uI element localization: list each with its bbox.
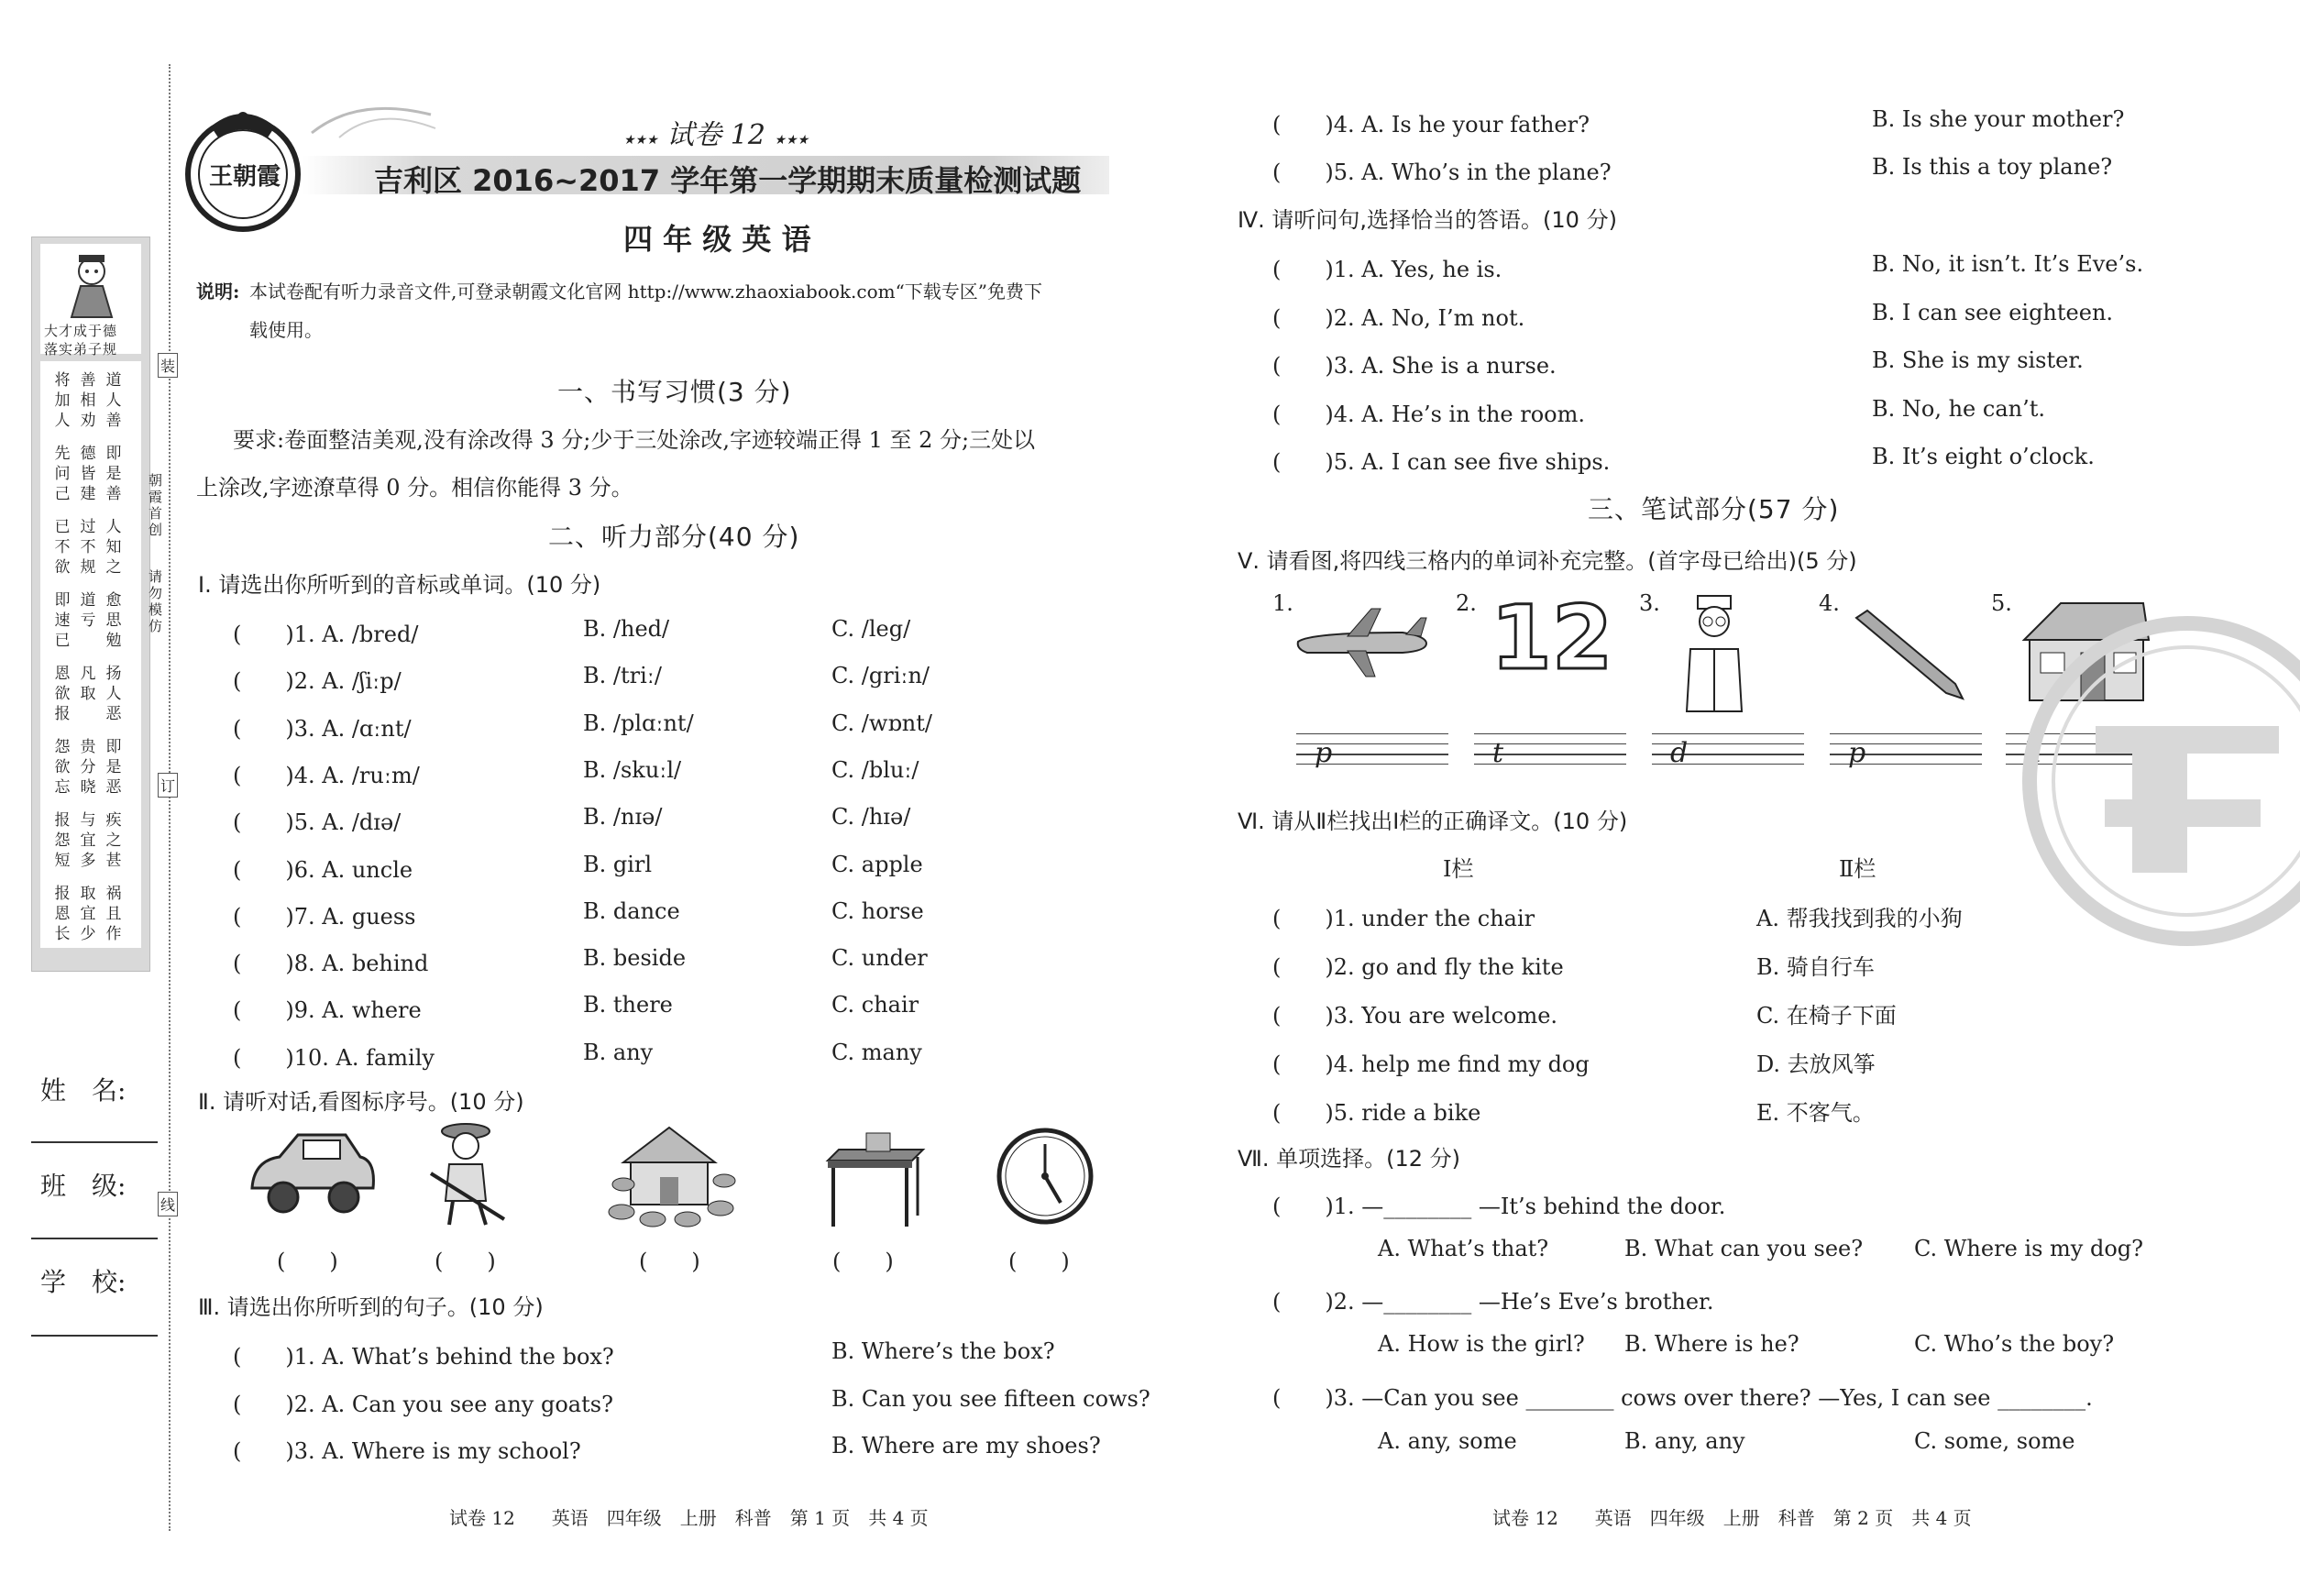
q6-translation: E. 不客气。 <box>1756 1100 1875 1126</box>
q3-item-option-a[interactable]: ( )3. A. Where is my school? <box>233 1438 581 1464</box>
q1-item-stem: ( )10. A. family <box>233 1044 435 1071</box>
motto-line-2: 落实弟子规 <box>44 341 118 358</box>
q2-answer-blank[interactable]: ( ) <box>639 1249 700 1274</box>
table-picture <box>820 1124 930 1234</box>
q1-option-b[interactable]: B. girl <box>583 851 653 877</box>
sidebar-verse-column: 将加人 <box>54 371 71 430</box>
sidebar-verse-column: 即是恶 <box>105 738 122 797</box>
sidebar-verse-column: 过不规 <box>80 518 96 577</box>
q1-title: Ⅰ. 请选出你所听到的音标或单词。(10 分) <box>198 572 601 598</box>
q5-writing-field[interactable]: p <box>1848 737 1866 769</box>
sidebar-verse-column: 扬人恶 <box>105 665 122 723</box>
seal-mark-1: 装 <box>158 353 178 378</box>
sidebar-verse-column: 善相劝 <box>80 371 96 430</box>
sidebar-verse-column: 贵分晓 <box>80 738 96 797</box>
q3-item-option-b[interactable]: B. Can you see fifteen cows? <box>831 1385 1150 1412</box>
q1-item-stem: ( )2. A. /ʃiːp/ <box>233 668 402 695</box>
sidebar-verse-column: 疾之甚 <box>105 811 122 870</box>
seal-mark-2: 订 <box>158 773 178 798</box>
note-line-1: 本试卷配有听力录音文件,可登录朝霞文化官网 http://www.zhaoxiabook.com“下载专区”免费下 <box>249 281 1043 303</box>
q6-translation: C. 在椅子下面 <box>1756 1003 1897 1029</box>
stars-right: ★★★ <box>774 133 809 148</box>
q6-title: Ⅵ. 请从Ⅱ栏找出Ⅰ栏的正确译文。(10 分) <box>1238 809 1628 834</box>
doctor-picture <box>1678 594 1751 713</box>
q1-option-b[interactable]: B. there <box>583 992 673 1018</box>
footer-left: 试卷 12 英语 四年级 上册 科普 第 1 页 共 4 页 <box>449 1507 929 1529</box>
confidential-seal-watermark <box>2022 616 2300 946</box>
exam-subtitle: 四 年 级 英 语 <box>623 222 811 257</box>
section-1-body-1: 要求:卷面整洁美观,没有涂改得 3 分;少于三处涂改,字迹较端正得 1 至 2 分;三处以 <box>233 427 1036 453</box>
q3-item-option-a[interactable]: ( )1. A. What’s behind the box? <box>233 1344 614 1370</box>
class-field[interactable] <box>31 1238 158 1239</box>
q4-item-option-b[interactable]: B. No, it isn’t. It’s Eve’s. <box>1872 251 2144 277</box>
sidebar-verse-column: 愈思勉 <box>105 591 122 650</box>
section-3-title: 三、笔试部分(57 分) <box>1588 494 1840 524</box>
q1-item-stem: ( )6. A. uncle <box>233 856 413 883</box>
q1-option-b[interactable]: B. beside <box>583 945 687 972</box>
sidebar-verse-column: 凡取 <box>80 665 96 703</box>
q7-item-1: ( )1. —________ —It’s behind the door. <box>1272 1194 1726 1219</box>
q7-item-1-option-b[interactable]: B. What can you see? <box>1624 1236 1864 1261</box>
name-label: 姓 名: <box>40 1075 127 1106</box>
sidebar-verse-column: 道人善 <box>105 371 122 430</box>
q1-option-b[interactable]: B. /hed/ <box>583 616 670 642</box>
q1-option-b[interactable]: B. /plɑːnt/ <box>583 710 694 736</box>
q5-writing-field[interactable]: p <box>1315 737 1333 769</box>
q4-item-option-b[interactable]: B. It’s eight o’clock. <box>1872 444 2095 469</box>
q5-item-number: 5. <box>1991 590 2012 616</box>
school-field[interactable] <box>31 1335 158 1337</box>
q6-translation: A. 帮我找到我的小狗 <box>1756 906 1963 931</box>
q3-title: Ⅲ. 请选出你所听到的句子。(10 分) <box>198 1294 544 1320</box>
q1-option-b[interactable]: B. any <box>583 1039 654 1065</box>
q4-item-option-a[interactable]: ( )2. A. No, I’m not. <box>1272 304 1525 331</box>
note-line-2: 载使用。 <box>249 319 323 341</box>
writing-guide-line <box>1474 733 1626 734</box>
sidebar-verse-column: 已不欲 <box>54 518 71 577</box>
scholar-illustration <box>53 244 130 321</box>
sidebar-verse-column: 报怨短 <box>54 811 71 870</box>
sidebar-verse-column: 恩欲报 <box>54 665 71 723</box>
q3-item-option-b[interactable]: B. Where are my shoes? <box>831 1433 1101 1458</box>
q6-translation: D. 去放风筝 <box>1756 1051 1876 1077</box>
q7-item-2: ( )2. —________ —He’s Eve’s brother. <box>1272 1289 1714 1315</box>
q2-answer-blank[interactable]: ( ) <box>832 1249 894 1274</box>
exam-title: 吉利区 2016~2017 学年第一学期期末质量检测试题 <box>374 163 1082 198</box>
q7-item-3-option-a[interactable]: A. any, some <box>1378 1428 1517 1454</box>
q5-item-number: 3. <box>1639 590 1660 616</box>
q1-item-stem: ( )4. A. /ruːm/ <box>233 762 420 788</box>
q4-item-option-a[interactable]: ( )1. A. Yes, he is. <box>1272 257 1502 282</box>
footer-right: 试卷 12 英语 四年级 上册 科普 第 2 页 共 4 页 <box>1492 1507 1972 1529</box>
q2-answer-blank[interactable]: ( ) <box>1008 1249 1070 1274</box>
pencil-picture <box>1847 609 1966 700</box>
q1-option-c[interactable]: C. /bluː/ <box>831 756 919 783</box>
q5-writing-field[interactable]: h <box>2024 737 2042 769</box>
q1-option-b[interactable]: B. /triː/ <box>583 663 662 689</box>
q1-option-c[interactable]: C. horse <box>831 897 924 924</box>
q7-item-3-option-c[interactable]: C. some, some <box>1914 1428 2075 1454</box>
q2-answer-blank[interactable]: ( ) <box>435 1249 496 1274</box>
sidebar-verse-column: 先问己 <box>54 445 71 503</box>
q4-item-option-b[interactable]: B. I can see eighteen. <box>1872 299 2114 325</box>
q1-option-b[interactable]: B. /nɪə/ <box>583 804 663 831</box>
sidebar-verse-column: 怨欲忘 <box>54 738 71 797</box>
q1-item-stem: ( )9. A. where <box>233 997 422 1024</box>
writing-guide-line <box>1652 733 1804 734</box>
q7-item-1-option-c[interactable]: C. Where is my dog? <box>1914 1236 2144 1261</box>
sidebar-verse-column: 人知之 <box>105 518 122 577</box>
q5-title: Ⅴ. 请看图,将四线三格内的单词补充完整。(首字母已给出)(5 分) <box>1238 548 1857 574</box>
q6-item[interactable]: ( )5. ride a bike <box>1272 1100 1481 1126</box>
q6-item[interactable]: ( )3. You are welcome. <box>1272 1003 1558 1029</box>
section-2-title: 二、听力部分(40 分) <box>548 522 800 552</box>
car-picture <box>243 1124 380 1225</box>
sidebar-verse-column: 与宜多 <box>80 811 96 870</box>
sidebar-verse-column: 祸且作 <box>105 885 122 943</box>
badge-label: 试卷 12 <box>666 119 765 151</box>
q4-item-option-a[interactable]: ( )5. A. I can see five ships. <box>1272 449 1611 475</box>
worker-picture <box>413 1118 532 1228</box>
fold-note-2: 请勿模仿 <box>149 568 163 634</box>
writing-guide-line <box>1830 733 1982 734</box>
q1-item-stem: ( )8. A. behind <box>233 951 429 977</box>
sidebar-verse-column: 德皆建 <box>80 445 96 503</box>
number-twelve-picture: 12 <box>1491 587 1613 689</box>
q7-item-2-option-a[interactable]: A. How is the girl? <box>1378 1331 1585 1357</box>
q1-option-c[interactable]: C. many <box>831 1039 922 1065</box>
q6-column-2-header: Ⅱ栏 <box>1839 856 1876 882</box>
sidebar-verse-column: 即速已 <box>54 591 71 650</box>
q6-translation: B. 骑自行车 <box>1756 954 1875 980</box>
q2-answer-blank[interactable]: ( ) <box>277 1249 338 1274</box>
name-field[interactable] <box>31 1141 158 1143</box>
sidebar-verse-column: 道亏 <box>80 591 96 630</box>
q3-item-option-a[interactable]: ( )4. A. Is he your father? <box>1272 112 1590 138</box>
q1-item-stem: ( )3. A. /ɑːnt/ <box>233 715 412 742</box>
q4-title: Ⅳ. 请听问句,选择恰当的答语。(10 分) <box>1238 207 1617 233</box>
q4-item-option-a[interactable]: ( )4. A. He’s in the room. <box>1272 401 1586 427</box>
sidebar-verse-column: 即是善 <box>105 445 122 503</box>
q5-item-number: 1. <box>1272 590 1293 616</box>
q1-option-b[interactable]: B. /skuːl/ <box>583 756 682 783</box>
q5-writing-field[interactable]: t <box>1492 737 1504 769</box>
q2-title: Ⅱ. 请听对话,看图标序号。(10 分) <box>198 1089 524 1115</box>
q7-item-3: ( )3. —Can you see ________ cows over there? —Yes, I can see ________. <box>1272 1385 2093 1411</box>
q6-column-1-header: Ⅰ栏 <box>1443 856 1474 882</box>
note-label: 说明: <box>196 281 240 303</box>
q6-item[interactable]: ( )2. go and fly the kite <box>1272 954 1564 980</box>
school-label: 学 校: <box>40 1267 127 1297</box>
writing-guide-line <box>1296 733 1448 734</box>
q3-item-option-a[interactable]: ( )5. A. Who’s in the plane? <box>1272 160 1612 185</box>
clock-picture <box>995 1126 1095 1227</box>
stars-left: ★★★ <box>623 133 658 148</box>
section-1-body-2: 上涂改,字迹潦草得 0 分。相信你能得 3 分。 <box>196 475 633 501</box>
q1-option-c[interactable]: C. /leg/ <box>831 616 911 642</box>
q7-title: Ⅶ. 单项选择。(12 分) <box>1238 1146 1461 1172</box>
sidebar-verse-column: 报恩长 <box>54 885 71 943</box>
class-label: 班 级: <box>40 1171 127 1201</box>
q1-option-c[interactable]: C. /hɪə/ <box>831 804 911 831</box>
section-1-title: 一、书写习惯(3 分) <box>557 377 792 407</box>
q3-item-option-b[interactable]: B. Is she your mother? <box>1872 106 2125 132</box>
fold-note-1: 朝霞首创 <box>149 472 163 538</box>
airplane-picture <box>1293 605 1430 678</box>
q4-item-option-b[interactable]: B. No, he can’t. <box>1872 395 2045 422</box>
q7-item-3-option-b[interactable]: B. any, any <box>1624 1428 1745 1454</box>
seal-mark-3: 线 <box>158 1192 178 1216</box>
q1-option-c[interactable]: C. chair <box>831 992 919 1018</box>
fold-line <box>169 64 171 1531</box>
q1-item-stem: ( )1. A. /bred/ <box>233 622 419 647</box>
q3-item-option-b[interactable]: B. Is this a toy plane? <box>1872 154 2113 180</box>
farm-house-picture <box>596 1117 743 1236</box>
logo-text: 王朝霞 <box>209 163 281 191</box>
q3-item-option-b[interactable]: B. Where’s the box? <box>831 1338 1055 1364</box>
q5-writing-field[interactable]: d <box>1670 737 1689 769</box>
q1-item-stem: ( )5. A. /dɪə/ <box>233 809 402 836</box>
q1-item-stem: ( )7. A. guess <box>233 903 416 930</box>
q4-item-option-b[interactable]: B. She is my sister. <box>1872 347 2084 373</box>
q1-option-b[interactable]: B. dance <box>583 897 680 924</box>
q4-item-option-a[interactable]: ( )3. A. She is a nurse. <box>1272 353 1557 379</box>
q7-item-1-option-a[interactable]: A. What’s that? <box>1378 1236 1549 1261</box>
paper-badge <box>623 112 809 152</box>
q7-item-2-option-c[interactable]: C. Who’s the boy? <box>1914 1331 2115 1357</box>
q5-item-number: 4. <box>1819 590 1840 616</box>
q1-option-c[interactable]: C. under <box>831 945 928 972</box>
q6-item[interactable]: ( )4. help me find my dog <box>1272 1051 1590 1077</box>
q1-option-c[interactable]: C. /griːn/ <box>831 663 930 689</box>
ribbon-decoration <box>303 96 440 151</box>
q1-option-c[interactable]: C. /wɒnt/ <box>831 710 932 736</box>
motto-line-1: 大才成于德 <box>44 323 118 339</box>
q3-item-option-a[interactable]: ( )2. A. Can you see any goats? <box>233 1391 613 1417</box>
q6-item[interactable]: ( )1. under the chair <box>1272 906 1535 931</box>
q5-item-number: 2. <box>1456 590 1477 616</box>
q1-option-c[interactable]: C. apple <box>831 851 923 877</box>
sidebar-verse-column: 取宜少 <box>80 885 96 943</box>
q7-item-2-option-b[interactable]: B. Where is he? <box>1624 1331 1799 1357</box>
